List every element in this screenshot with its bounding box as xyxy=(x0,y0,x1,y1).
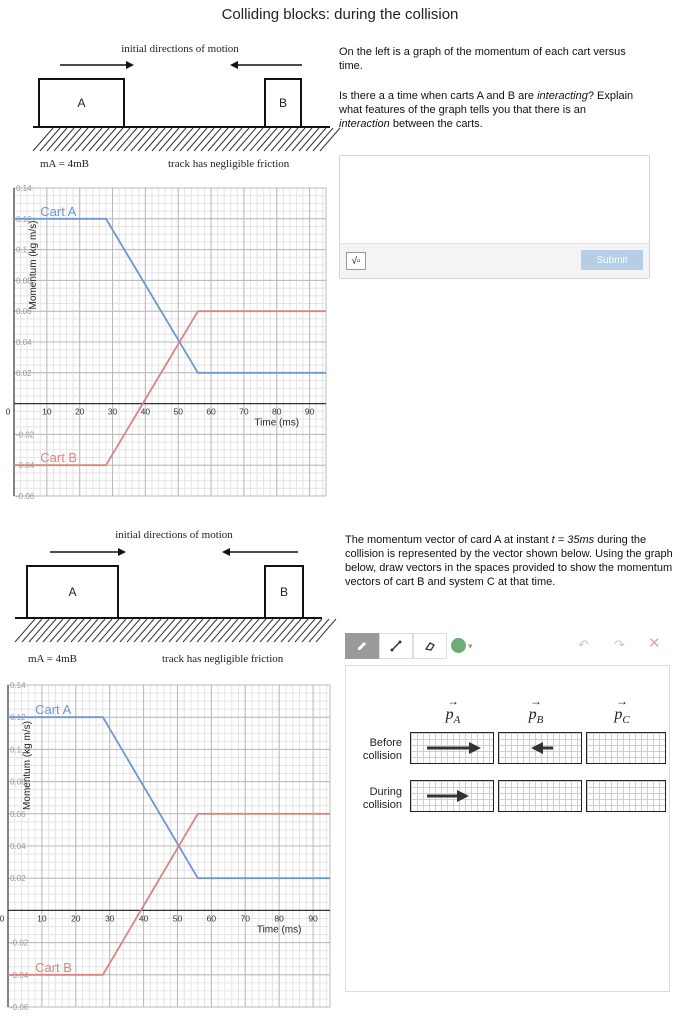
mass-relation-2: mA = 4mB xyxy=(28,653,77,665)
color-picker[interactable] xyxy=(451,638,466,653)
question1-intro: On the left is a graph of the momentum of each cart versus time. xyxy=(339,46,626,72)
y-axis-label: Momentum (kg m/s) xyxy=(28,220,39,310)
momentum-chart-bottom xyxy=(0,681,332,1012)
q1-text-a: Is there a a time when carts A and B are xyxy=(339,90,538,102)
y-tick-label: 0.08 xyxy=(16,276,32,286)
series-label-cart-b: Cart B xyxy=(35,959,72,975)
line-icon xyxy=(390,640,402,652)
redo-icon[interactable]: ↷ xyxy=(614,637,625,652)
y-tick-label: 0.04 xyxy=(16,338,32,347)
y-tick-label: 0.12 xyxy=(10,713,26,723)
x-tick-label: 10 xyxy=(37,913,47,924)
initial-directions-label-2: initial directions of motion xyxy=(115,529,233,541)
x-tick-label: 90 xyxy=(308,913,318,924)
mass-relation: mA = 4mB xyxy=(40,158,89,170)
answer-toolbar xyxy=(340,243,649,278)
x-tick-label: 0 xyxy=(5,406,11,417)
answer-input[interactable] xyxy=(340,156,649,243)
y-tick-label: 0.02 xyxy=(16,368,32,378)
x-tick-label: 90 xyxy=(304,406,315,417)
y-tick-label: 0.06 xyxy=(16,307,32,317)
block-a-2 xyxy=(26,565,119,619)
eraser-tool[interactable] xyxy=(413,633,447,659)
x-tick-label: 40 xyxy=(140,406,151,417)
y-tick-label: 0.02 xyxy=(10,874,26,884)
q1-em-a: interacting xyxy=(537,90,588,102)
pencil-tool[interactable] xyxy=(345,633,379,659)
x-tick-label: 20 xyxy=(74,406,85,417)
x-tick-label: 30 xyxy=(107,406,118,417)
undo-icon[interactable]: ↶ xyxy=(578,637,589,652)
y-axis-label: Momentum (kg m/s) xyxy=(22,721,33,810)
y-tick-label: -0.02 xyxy=(16,430,35,440)
series-label-cart-b: Cart B xyxy=(40,450,78,466)
vec-letter-b: p xyxy=(528,706,537,723)
y-tick-label: 0.08 xyxy=(10,777,26,787)
q1-text-b: ? Explain what features of the graph tells you that there is an xyxy=(339,90,634,116)
vector-head-pb: → $p_B$ xyxy=(528,694,544,727)
block-a-label: A xyxy=(77,96,86,110)
pencil-icon xyxy=(356,640,368,652)
q2-text-a: The momentum vector of card A at instant xyxy=(345,534,552,546)
x-tick-label: 60 xyxy=(206,913,217,924)
cell-before-pc[interactable] xyxy=(586,732,666,764)
block-a xyxy=(38,78,125,128)
x-tick-label: 30 xyxy=(104,913,115,924)
answer-box xyxy=(339,155,650,279)
vec-sub-a: A xyxy=(453,714,461,727)
block-b-2 xyxy=(264,565,304,619)
y-tick-label: 0.04 xyxy=(10,842,26,851)
question1-prompt xyxy=(339,89,639,131)
block-b xyxy=(264,78,302,128)
chevron-down-icon[interactable]: ▾ xyxy=(468,641,473,651)
y-tick-label: 0.06 xyxy=(10,809,26,819)
y-tick-label: 0.14 xyxy=(16,184,32,193)
arrow-right-icon xyxy=(411,781,495,813)
clear-icon[interactable]: ✕ xyxy=(648,635,661,652)
x-tick-label: 60 xyxy=(206,406,216,417)
x-tick-label: 70 xyxy=(239,406,249,417)
vec-sub-c: C xyxy=(622,714,630,727)
row-label-during: During collision xyxy=(362,786,402,811)
block-a-label-2: A xyxy=(68,585,77,599)
q1-text-c: between the carts. xyxy=(389,118,483,130)
eraser-icon xyxy=(424,640,436,652)
y-tick-label: -0.02 xyxy=(10,938,29,948)
series-label-cart-a: Cart A xyxy=(40,203,77,219)
initial-directions-label: initial directions of motion xyxy=(121,43,239,55)
block-b-label-2: B xyxy=(279,585,288,599)
x-tick-label: 20 xyxy=(71,913,81,924)
cell-before-pa[interactable] xyxy=(410,732,494,764)
cell-during-pc[interactable] xyxy=(586,780,666,812)
y-tick-label: -0.04 xyxy=(10,970,29,980)
submit-button[interactable]: Submit xyxy=(581,250,643,270)
y-tick-label: 0.14 xyxy=(10,681,26,690)
q2-em: t = 35ms xyxy=(551,534,595,546)
x-tick-label: 0 xyxy=(0,913,5,924)
vector-head-pc: → $p_C$ xyxy=(614,694,630,727)
y-tick-label: 0.12 xyxy=(16,214,32,224)
y-tick-label: 0.1 xyxy=(10,745,22,755)
vec-letter-c: p xyxy=(614,706,623,723)
math-input-button[interactable]: √▫ xyxy=(346,252,366,270)
x-tick-label: 80 xyxy=(272,406,282,417)
x-tick-label: 50 xyxy=(173,406,183,417)
momentum-chart-top xyxy=(5,184,328,501)
y-tick-label: -0.06 xyxy=(16,492,35,501)
vector-head-pa: → $p_A$ xyxy=(445,694,461,727)
q2-text-b: during the collision is represented by the vector shown below. Using the graph below, draw vectors in the spaces provided to show the momentum vectors of cart B and system C at that time. xyxy=(345,534,673,588)
q1-em-b: interaction xyxy=(339,118,390,130)
block-b-label: B xyxy=(278,96,287,110)
vec-sub-b: B xyxy=(536,714,544,727)
cell-during-pa[interactable] xyxy=(410,780,494,812)
x-axis-label: Time (ms) xyxy=(254,417,300,429)
arrow-right-icon xyxy=(411,733,495,765)
page-title: Colliding blocks: during the collision xyxy=(221,6,459,23)
cell-during-pb[interactable] xyxy=(498,780,582,812)
x-tick-label: 50 xyxy=(172,913,183,924)
x-tick-label: 80 xyxy=(274,913,284,924)
y-tick-label: 0.1 xyxy=(16,245,28,255)
y-tick-label: -0.06 xyxy=(10,1003,29,1012)
question2-prompt xyxy=(345,533,675,589)
x-tick-label: 70 xyxy=(240,913,250,924)
series-label-cart-a: Cart A xyxy=(35,702,72,718)
row-label-before: Before collision xyxy=(362,737,402,762)
cell-before-pb[interactable] xyxy=(498,732,582,764)
y-tick-label: -0.04 xyxy=(16,461,35,471)
x-axis-label: Time (ms) xyxy=(256,924,302,936)
x-tick-label: 40 xyxy=(138,913,149,924)
line-tool[interactable] xyxy=(379,633,413,659)
x-tick-label: 10 xyxy=(42,406,52,417)
friction-note-2: track has negligible friction xyxy=(162,653,284,665)
arrow-left-icon xyxy=(499,733,583,765)
vec-letter-a: p xyxy=(445,706,454,723)
drawing-canvas[interactable] xyxy=(345,665,670,992)
friction-note: track has negligible friction xyxy=(168,158,290,170)
